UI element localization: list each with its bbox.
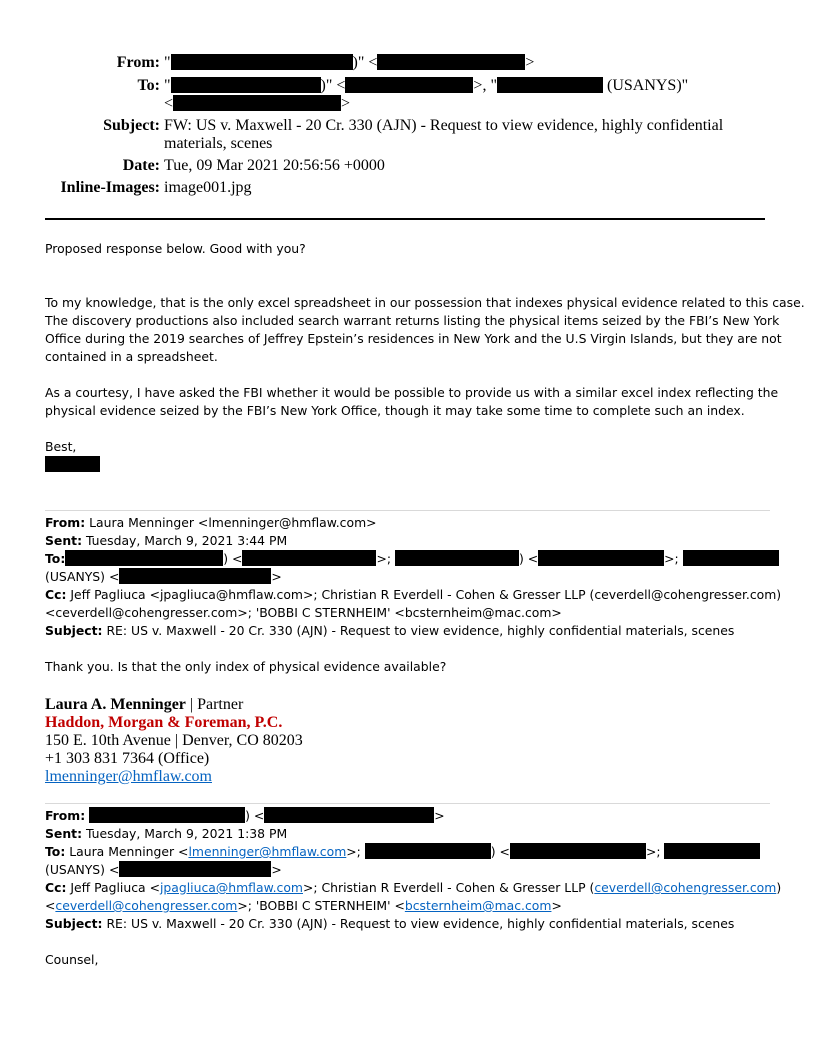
sig-address: 150 E. 10th Avenue | Denver, CO 80203 [45,732,303,749]
para2-line: physical evidence seized by the FBI’s New York Office, though it may take some time to complete such an index. [45,403,745,418]
msg2-cc-email4-link[interactable]: bcsternheim@mac.com [404,898,552,913]
header-divider [45,218,765,220]
to-label: To: [137,77,160,94]
opening-line: Proposed response below. Good with you? [45,241,306,256]
para2-line: As a courtesy, I have asked the FBI whether it would be possible to provide us with a similar excel index reflecting the [45,385,779,400]
msg2-text: Counsel, [45,952,99,967]
msg1-to: To: ) < >; ) < >; [45,550,779,568]
para1-line: Office during the 2019 searches of Jeffrey Epstein’s residences in New York and the U.S Virgin Islands, but they are not [45,331,782,346]
sig-title: | Partner [185,696,244,713]
msg1-from-label: From: [45,515,86,530]
msg2-subject [45,915,734,933]
redaction [264,807,434,823]
sig-email-line [45,768,212,786]
msg1-sent [45,532,287,550]
msg2-sent-value: Tuesday, March 9, 2021 1:38 PM [85,826,288,841]
redaction [510,843,646,859]
msg2-subject-value: RE: US v. Maxwell - 20 Cr. 330 (AJN) - Request to view evidence, highly confidential materials, scenes [106,916,735,931]
redaction [365,843,491,859]
sig-name: Laura A. Menninger [45,696,186,713]
msg2-cc-name1: Jeff Pagliuca < [70,880,160,895]
message-divider [45,803,770,804]
redaction [395,550,519,566]
to-value: " )" < >, " (USANYS)" [164,77,689,94]
msg1-sent-label: Sent: [45,533,83,548]
sig-phone: +1 303 831 7364 (Office) [45,750,210,767]
sig-name-line [45,696,243,714]
redaction [119,861,271,877]
msg1-to-label: To: [45,551,66,566]
from-label: From: [116,54,160,71]
redaction [242,550,376,566]
date-label: Date: [122,157,160,174]
msg2-to-cont: (USANYS) < > [45,862,282,877]
msg2-to-name: Laura Menninger < [69,844,189,859]
msg2-cc-email2-link[interactable]: ceverdell@cohengresser.com [594,880,777,895]
to-usanys: (USANYS)" [606,77,689,94]
redaction [173,95,341,111]
msg2-sent [45,825,287,843]
msg2-cc-mid: >; Christian R Everdell - Cohen & Gresser LLP ( [302,880,595,895]
msg2-cc-email1-link[interactable]: jpagliuca@hmflaw.com [159,880,303,895]
msg1-text: Thank you. Is that the only index of physical evidence available? [45,659,447,674]
msg2-to: To: Laura Menninger <lmenninger@hmflaw.com>; ) < >; [45,843,760,861]
msg1-usanys: (USANYS) < [45,569,120,584]
signature-redacted [45,456,100,474]
msg2-cc-cont: <ceverdell@cohengresser.com>; 'BOBBI C STERNHEIM' <bcsternheim@mac.com> [45,898,562,913]
msg1-to-cont: (USANYS) < > [45,569,282,584]
para1-line: contained in a spreadsheet. [45,349,218,364]
msg2-cc: Cc: Jeff Pagliuca <jpagliuca@hmflaw.com>; Christian R Everdell - Cohen & Gresser LLP (ceverdell@cohengresser.com) [45,880,782,895]
subject-label: Subject: [103,117,160,134]
redaction [89,807,245,823]
msg2-cc-mid2: >; 'BOBBI C STERNHEIM' < [237,898,405,913]
subject-line-2: materials, scenes [164,135,273,152]
inline-images-value: image001.jpg [164,179,252,196]
msg2-cc-email3-link[interactable]: ceverdell@cohengresser.com [55,898,238,913]
redaction [538,550,664,566]
redaction [497,77,603,93]
inline-images-label: Inline-Images: [60,179,160,196]
sig-email-link[interactable]: lmenninger@hmflaw.com [45,768,212,785]
to-value-cont: < > [164,95,351,112]
msg1-from [45,514,377,532]
redaction [45,456,100,472]
redaction [119,568,271,584]
redaction [65,550,223,566]
msg2-from: From: ) < > [45,808,445,823]
msg1-from-value: Laura Menninger <lmenninger@hmflaw.com> [89,515,377,530]
msg2-subject-label: Subject: [45,916,103,931]
msg1-cc-cont: <ceverdell@cohengresser.com>; 'BOBBI C STERNHEIM' <bcsternheim@mac.com> [45,605,562,620]
closing-line: Best, [45,439,77,454]
msg2-usanys: (USANYS) < [45,862,120,877]
sig-firm: Haddon, Morgan & Foreman, P.C. [45,714,283,731]
redaction [664,843,760,859]
msg1-cc-line1: Jeff Pagliuca <jpagliuca@hmflaw.com>; Christian R Everdell - Cohen & Gresser LLP (ceverdell@cohengresser.com) [70,587,782,602]
msg2-cc-label: Cc: [45,880,67,895]
msg1-subject-value: RE: US v. Maxwell - 20 Cr. 330 (AJN) - Request to view evidence, highly confidential materials, scenes [106,623,735,638]
from-value: " )" < > [164,54,535,71]
date-value: Tue, 09 Mar 2021 20:56:56 +0000 [164,157,385,174]
msg1-cc [45,586,781,604]
msg1-subject-label: Subject: [45,623,103,638]
subject-line-1: FW: US v. Maxwell - 20 Cr. 330 (AJN) - Request to view evidence, highly confidential [164,117,724,134]
msg2-to-label: To: [45,844,66,859]
msg1-sent-value: Tuesday, March 9, 2021 3:44 PM [85,533,288,548]
redaction [171,54,353,70]
redaction [377,54,525,70]
para1-line: The discovery productions also included search warrant returns listing the physical items seized by the FBI’s New York [45,313,780,328]
msg2-from-label: From: [45,808,86,823]
redaction [171,77,321,93]
redaction [345,77,473,93]
msg1-subject [45,622,734,640]
msg2-to-email-link[interactable]: lmenninger@hmflaw.com [188,844,347,859]
msg2-sent-label: Sent: [45,826,83,841]
msg1-cc-label: Cc: [45,587,67,602]
para1-line: To my knowledge, that is the only excel spreadsheet in our possession that indexes physical evidence related to this case. [45,295,805,310]
redaction [683,550,779,566]
message-divider [45,510,770,511]
